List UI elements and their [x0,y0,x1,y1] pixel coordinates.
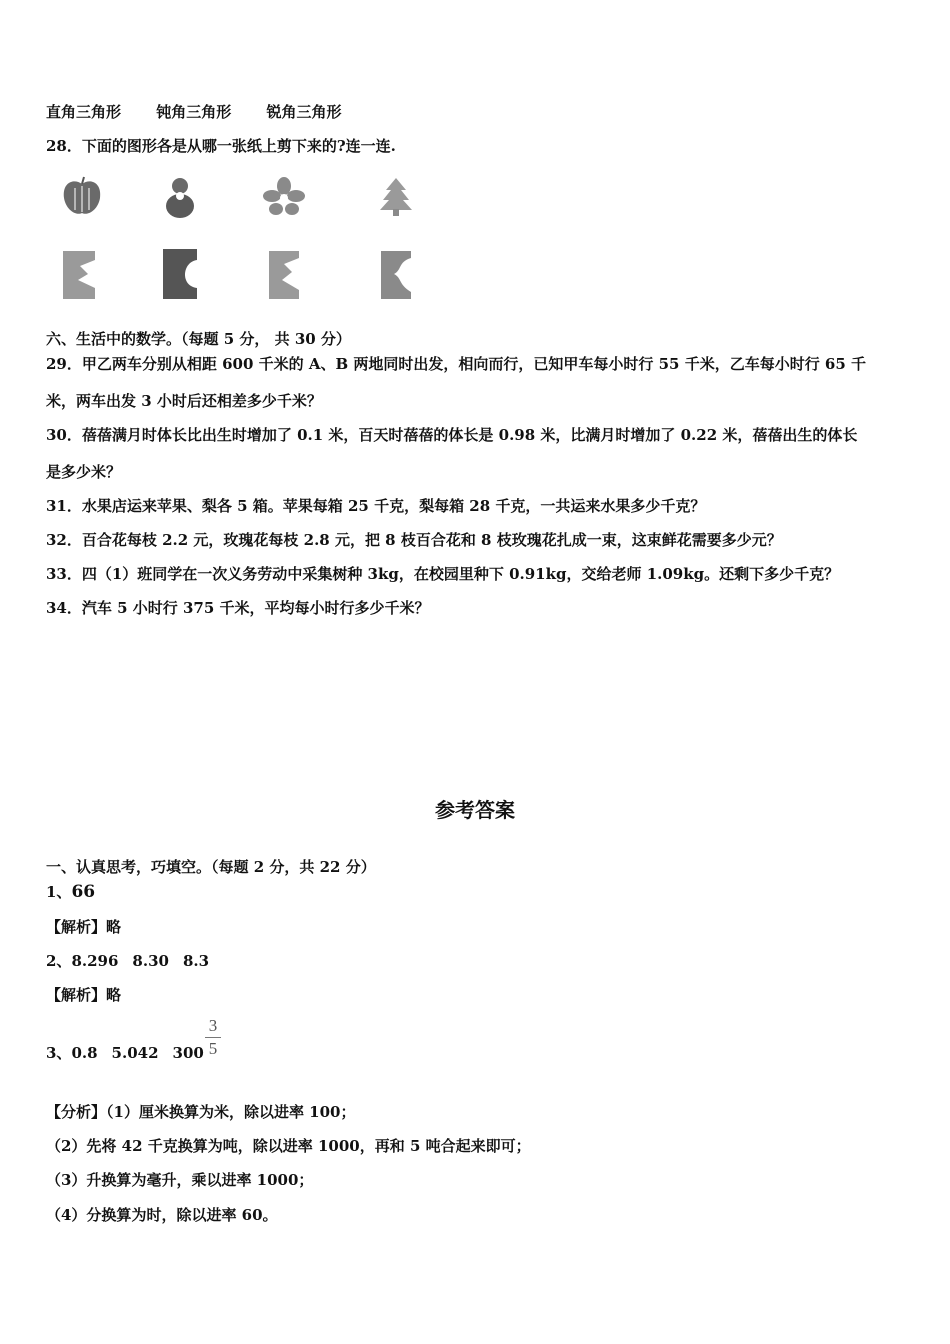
analysis-3-part-2: （2）先将 42 千克换算为吨，除以进率 1000，再和 5 吨合起来即可； [46,1137,531,1155]
answer-3-value-1: 0.8 [71,1044,98,1062]
triangle-options [46,102,372,122]
question-34: 34．汽车 5 小时行 375 千米，平均每小时行多少千米？ [46,599,430,617]
answer-2 [46,951,223,971]
card-e-notch-icon [62,250,96,300]
analysis-3-part-3: （3）升换算为毫升，乘以进率 1000； [46,1171,314,1189]
triangle-right: 直角三角形 [46,103,122,121]
card-e-curve-icon [380,250,412,300]
answer-1 [46,882,95,902]
apple-shape-icon [60,176,104,218]
answer-2-value-1: 8.296 [71,952,119,970]
answer-2-prefix: 2、 [46,952,72,970]
analysis-1: 【解析】略 [46,918,122,936]
tree-shape-icon [376,176,416,218]
question-29-line-1: 29．甲乙两车分别从相距 600 千米的 A、B 两地同时出发，相向而行，已知甲车每小时行 55 千米，乙车每小时行 65 千 [46,355,867,373]
gourd-shape-icon [160,174,200,220]
answer-3 [46,1043,218,1063]
question-28: 28．下面的图形各是从哪一张纸上剪下来的?连一连. [46,137,396,155]
question-31: 31．水果店运来苹果、梨各 5 箱。苹果每箱 25 千克，梨每箱 28 千克，一共运来水果多少千克？ [46,497,706,515]
question-29-line-2: 米，两车出发 3 小时后还相差多少千米？ [46,392,322,410]
answer-1-value: 66 [71,882,96,902]
question-33: 33．四（1）班同学在一次义务劳动中采集树种 3kg，在校园里种下 0.91kg，交给老师 1.09kg。还剩下多少千克？ [46,565,840,583]
fraction-bar [205,1037,221,1038]
triangle-obtuse: 钝角三角形 [156,103,232,121]
section-6-heading: 六、生活中的数学。（每题 5 分， 共 30 分） [46,330,351,348]
fraction-denominator: 5 [208,1039,218,1058]
fraction-numerator: 3 [208,1016,218,1035]
triangle-acute: 锐角三角形 [266,103,342,121]
answer-3-prefix: 3、 [46,1044,72,1062]
analysis-3-part-1: 【分析】（1）厘米换算为米，除以进率 100； [46,1103,356,1121]
answer-title: 参考答案 [435,798,515,822]
question-30-line-2: 是多少米？ [46,463,122,481]
answer-section-1-heading: 一、认真思考，巧填空。（每题 2 分，共 22 分） [46,858,376,876]
analysis-3-part-4: （4）分换算为时，除以进率 60。 [46,1206,278,1224]
analysis-2: 【解析】略 [46,986,122,1004]
answer-3-fraction [205,1016,221,1059]
question-32: 32．百合花每枝 2.2 元，玫瑰花每枝 2.8 元，把 8 枝百合花和 8 枝玫瑰花扎成一束，这束鲜花需要多少元？ [46,531,782,549]
question-30-line-1: 30．蓓蓓满月时体长比出生时增加了 0.1 米，百天时蓓蓓的体长是 0.98 米，比满月时增加了 0.22 米，蓓蓓出生的体长 [46,426,858,444]
answer-1-prefix: 1、 [46,883,72,901]
answer-3-value-2: 5.042 [111,1044,159,1062]
answer-3-value-3: 300 [172,1044,204,1062]
flower-shape-icon [262,176,306,218]
answer-2-value-3: 8.3 [182,952,210,970]
card-e-cut-icon [268,250,300,300]
answer-2-value-2: 8.30 [132,952,169,970]
card-c-notch-icon [162,248,198,300]
